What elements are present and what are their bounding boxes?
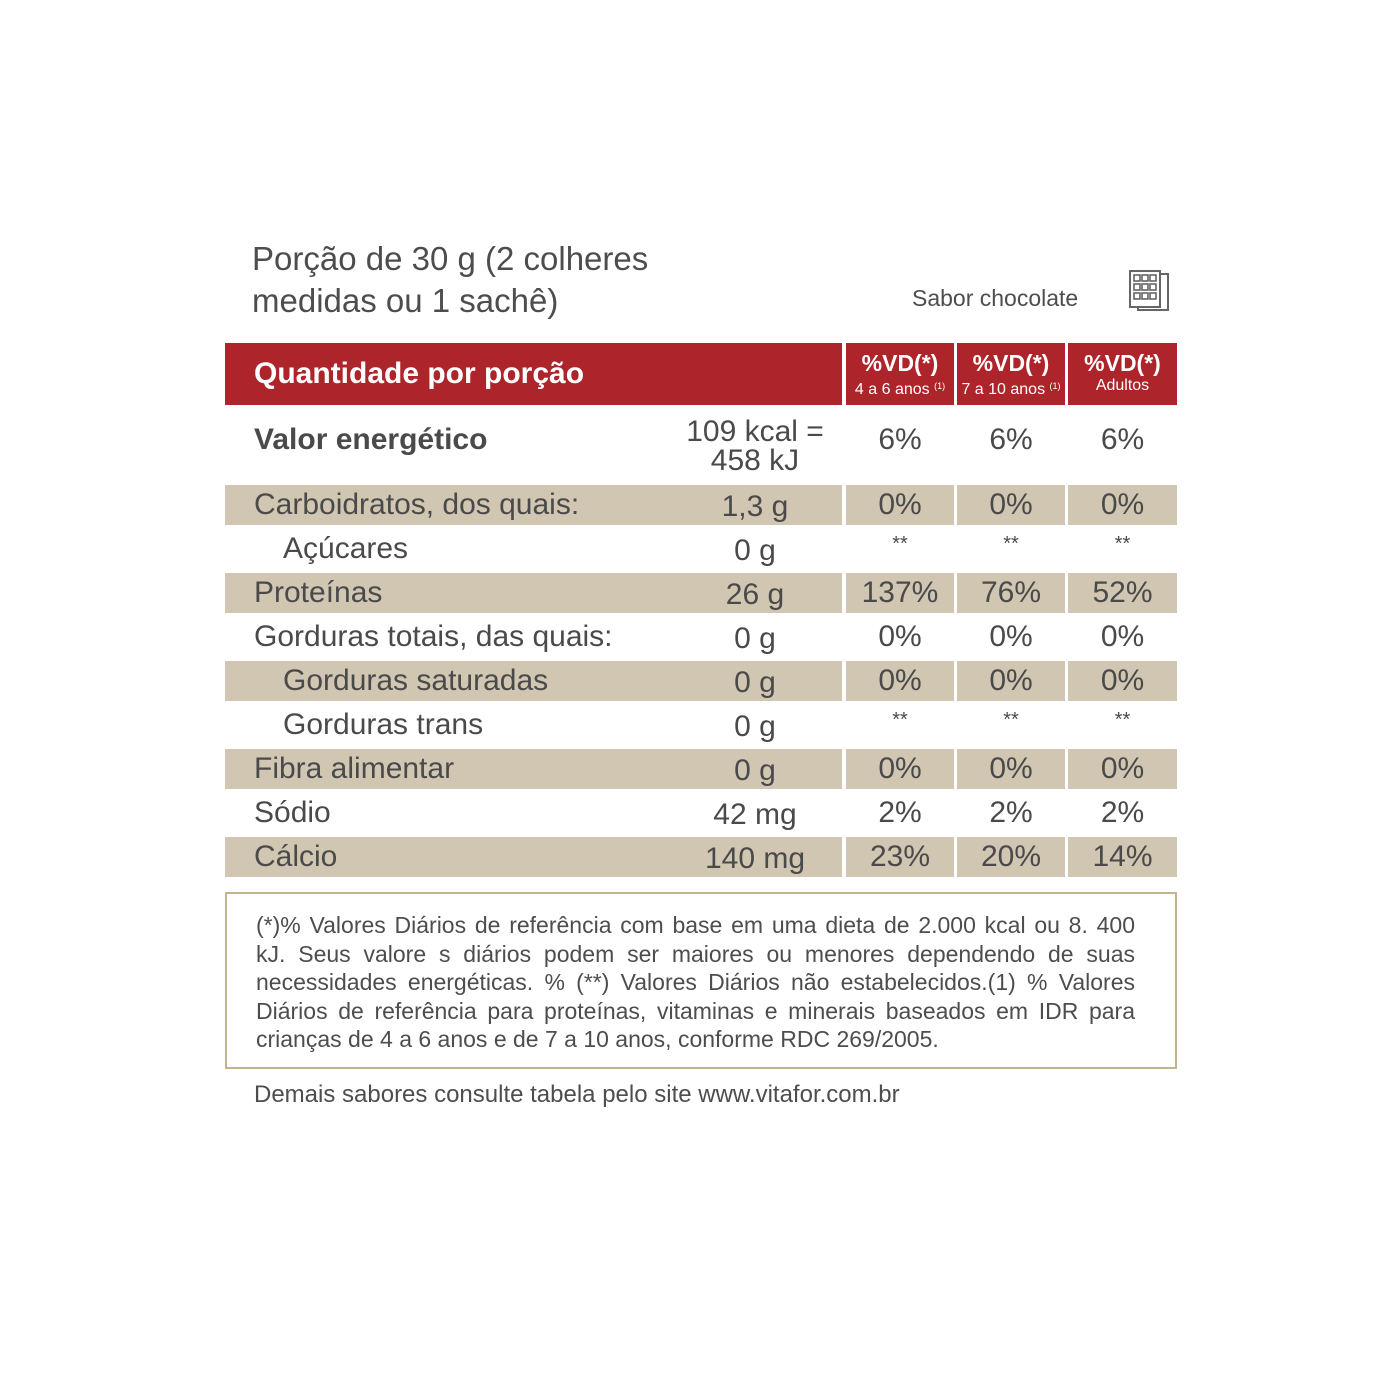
table-row	[225, 793, 1177, 837]
pct-adults: 0%	[1068, 485, 1177, 525]
pct-7-10: 6%	[989, 423, 1033, 456]
nutrient-name: Açúcares	[283, 532, 409, 565]
table-row	[225, 485, 1177, 529]
pct-adults: 6%	[1100, 423, 1145, 456]
nutrient-name: Carboidratos, dos quais:	[225, 485, 842, 525]
table-header	[225, 343, 1177, 405]
pct-adults: 0%	[1068, 749, 1177, 789]
nutrient-quantity: 26 g	[725, 578, 785, 611]
header-col-label: %VD(*)	[972, 350, 1050, 376]
pct-adults: 52%	[1068, 573, 1177, 613]
pct-adults: 14%	[1068, 837, 1177, 877]
pct-adults: 0%	[1068, 661, 1177, 701]
header-col-sub: Adultos	[1095, 377, 1150, 394]
table-row	[225, 573, 1177, 617]
pct-7-10: 20%	[957, 837, 1065, 877]
quantity-kj: 458 kJ	[710, 444, 800, 477]
pct-4-6: 6%	[878, 423, 922, 456]
header-col-7-10	[957, 343, 1065, 405]
pct-adults: 0%	[1100, 620, 1145, 653]
table-row	[225, 529, 1177, 573]
header-col-adults	[1068, 343, 1177, 405]
pct-7-10: 0%	[957, 661, 1065, 701]
pct-4-6: 23%	[846, 837, 954, 877]
pct-4-6: **	[892, 533, 908, 555]
nutrient-quantity: 0 g	[734, 710, 776, 743]
nutrient-name: Gorduras saturadas	[225, 661, 842, 701]
footnote-ref: (1)	[934, 381, 946, 391]
pct-7-10: **	[1003, 709, 1019, 731]
serving-size-line1: Porção de 30 g (2 colheres	[252, 240, 649, 277]
nutrient-quantity: 1,3 g	[721, 490, 789, 523]
serving-size	[252, 238, 722, 322]
header-col-4-6	[846, 343, 954, 405]
nutrient-quantity	[665, 417, 845, 475]
footer-note: Demais sabores consulte tabela pelo site www.vitafor.com.br	[254, 1081, 900, 1108]
pct-7-10: 0%	[957, 485, 1065, 525]
nutrient-name: Gorduras trans	[283, 708, 484, 741]
nutrient-quantity: 42 mg	[713, 798, 797, 831]
pct-4-6: 0%	[846, 661, 954, 701]
table-row	[225, 661, 1177, 705]
header-col-label: %VD(*)	[861, 350, 939, 376]
pct-7-10: 2%	[989, 796, 1033, 829]
pct-4-6: 0%	[846, 749, 954, 789]
serving-size-line2: medidas ou 1 sachê)	[252, 282, 559, 319]
table-row	[225, 705, 1177, 749]
table-row	[225, 749, 1177, 793]
pct-4-6: 0%	[878, 620, 922, 653]
nutrient-name: Proteínas	[225, 573, 842, 613]
nutrient-quantity: 0 g	[734, 666, 776, 699]
flavor-label: Sabor chocolate	[912, 285, 1079, 311]
chocolate-bar-icon	[1128, 270, 1170, 312]
nutrient-quantity: 0 g	[734, 534, 776, 567]
nutrient-name: Fibra alimentar	[225, 749, 842, 789]
pct-adults: **	[1114, 533, 1131, 555]
header-col-sub: 4 a 6 anos	[854, 381, 930, 398]
header-col-sub: 7 a 10 anos	[961, 381, 1046, 398]
nutrient-quantity: 0 g	[734, 754, 776, 787]
nutrient-name: Sódio	[254, 796, 331, 829]
pct-adults: **	[1114, 709, 1131, 731]
nutrient-quantity: 0 g	[734, 622, 776, 655]
pct-7-10: **	[1003, 533, 1019, 555]
pct-4-6: **	[892, 709, 908, 731]
table-row	[225, 405, 1177, 485]
nutrition-table	[225, 343, 1177, 881]
pct-adults: 2%	[1100, 796, 1145, 829]
pct-7-10: 76%	[957, 573, 1065, 613]
pct-4-6: 2%	[878, 796, 922, 829]
header-col-label: %VD(*)	[1084, 350, 1161, 376]
nutrient-quantity: 140 mg	[704, 842, 806, 875]
nutrient-name: Gorduras totais, das quais:	[254, 620, 613, 653]
footnote-box: (*)% Valores Diários de referência com base em uma dieta de 2.000 kcal ou 8. 400 kJ. Seus valore s diários podem ser maiores ou menores dependendo de suas necessidades energéticas. % (**) Valores Diários não estabelecidos.(1) % Valores Diários de referência para proteínas, vitaminas e minerais baseados em IDR para crianças de 4 a 6 anos e de 7 a 10 anos, conforme RDC 269/2005.	[225, 892, 1177, 1069]
nutrient-name: Cálcio	[225, 837, 842, 877]
nutrient-name: Valor energético	[254, 423, 488, 456]
table-row	[225, 837, 1177, 881]
pct-4-6: 0%	[846, 485, 954, 525]
header-title: Quantidade por porção	[225, 343, 842, 405]
quantity-kcal: 109 kcal =	[686, 415, 824, 448]
pct-4-6: 137%	[846, 573, 954, 613]
pct-7-10: 0%	[957, 749, 1065, 789]
footnote-ref: (1)	[1049, 381, 1061, 391]
pct-7-10: 0%	[989, 620, 1033, 653]
table-row	[225, 617, 1177, 661]
